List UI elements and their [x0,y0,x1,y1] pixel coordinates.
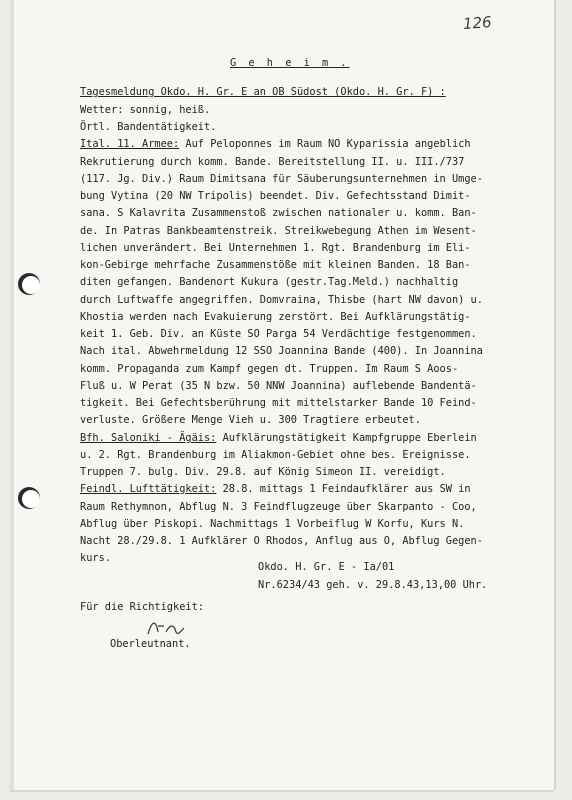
punch-hole-lower [22,490,40,508]
saloniki-line: Truppen 7. bulg. Div. 29.8. auf König Simeon II. vereidigt. [80,466,446,478]
reference-office: Okdo. H. Gr. E - Ia/01 [258,561,395,573]
classification-title: G e h e i m . [230,57,350,69]
ital-line: bung Vytina (20 NW Tripolis) beendet. Div. Gefechtsstand Dimit- [80,190,471,202]
certification-label: Für die Richtigkeit: [80,601,204,613]
ital-line: durch Luftwaffe angegriffen. Domvraina, Thisbe (hart NW davon) u. [80,294,483,306]
ital-section-first-line [80,137,471,151]
air-activity-line: Raum Rethymnon, Abflug N. 3 Feindflugzeuge über Skarpanto - Coo, [80,501,477,513]
air-activity-first-line [80,482,471,496]
ital-section-label: Ital. 11. Armee: [80,138,180,150]
signature-rank: Oberleutnant. [110,638,191,650]
saloniki-section-label: Bfh. Saloniki - Ägäis: [80,432,217,444]
punch-hole-upper [22,276,40,294]
ital-line: de. In Patras Bankbeamtenstreik. Streikwebegung Athen im Wesent- [80,225,477,237]
page-edge [10,0,14,790]
saloniki-line: u. 2. Rgt. Brandenburg im Aliakmon-Gebiet ohne bes. Ereignisse. [80,449,471,461]
document-page [10,0,554,790]
ital-line: diten gefangen. Bandenort Kukura (gestr.Tag.Meld.) nachhaltig [80,276,459,288]
air-activity-line: Nacht 28./29.8. 1 Aufklärer O Rhodos, Anflug aus O, Abflug Gegen- [80,535,483,547]
report-header: Tagesmeldung Okdo. H. Gr. E an OB Südost (Okdo. H. Gr. F) : [80,86,446,98]
air-activity-line: kurs. [80,552,111,564]
air-activity-label: Feindl. Lufttätigkeit: [80,483,217,495]
ital-line: sana. S Kalavrita Zusammenstoß zwischen nationaler u. komm. Ban- [80,207,477,219]
saloniki-first-text: Aufklärungstätigkeit Kampfgruppe Eberlein [216,432,477,444]
folio-number: 126 [462,13,493,33]
ital-first-text: Auf Peloponnes im Raum NO Kyparissia angeblich [179,138,471,150]
saloniki-section-first-line [80,431,477,445]
ital-line: verluste. Größere Menge Vieh u. 300 Tragtiere erbeutet. [80,414,421,426]
ital-line: kon-Gebirge mehrfache Zusammenstöße mit kleinen Banden. 18 Ban- [80,259,471,271]
bandit-activity-heading: Örtl. Bandentätigkeit. [80,121,217,133]
air-activity-line: Abflug über Piskopi. Nachmittags 1 Vorbeiflug W Korfu, Kurs N. [80,518,465,530]
air-activity-first-text: 28.8. mittags 1 Feindaufklärer aus SW in [216,483,471,495]
ital-line: Nach ital. Abwehrmeldung 12 SSO Joannina Bande (400). In Joannina [80,345,483,357]
ital-line: Khostia werden nach Evakuierung zerstört. Bei Aufklärungstätig- [80,311,471,323]
ital-line: (117. Jg. Div.) Raum Dimitsana für Säuberungsunternehmen in Umge- [80,173,483,185]
ital-line: Rekrutierung durch komm. Bande. Bereitstellung II. u. III./737 [80,156,465,168]
ital-line: tigkeit. Bei Gefechtsberührung mit mittelstarker Bande 10 Feind- [80,397,477,409]
ital-line: lichen unverändert. Bei Unternehmen 1. Rgt. Brandenburg im Eli- [80,242,471,254]
weather-line: Wetter: sonnig, heiß. [80,104,211,116]
ital-line: keit 1. Geb. Div. an Küste SO Parga 54 Verdächtige festgenommen. [80,328,477,340]
reference-number: Nr.6234/43 geh. v. 29.8.43,13,00 Uhr. [258,579,488,591]
ital-line: komm. Propaganda zum Kampf gegen dt. Truppen. Im Raum S Aoos- [80,363,459,375]
ital-line: Fluß u. W Perat (35 N bzw. 50 NNW Joannina) auflebende Bandentä- [80,380,477,392]
